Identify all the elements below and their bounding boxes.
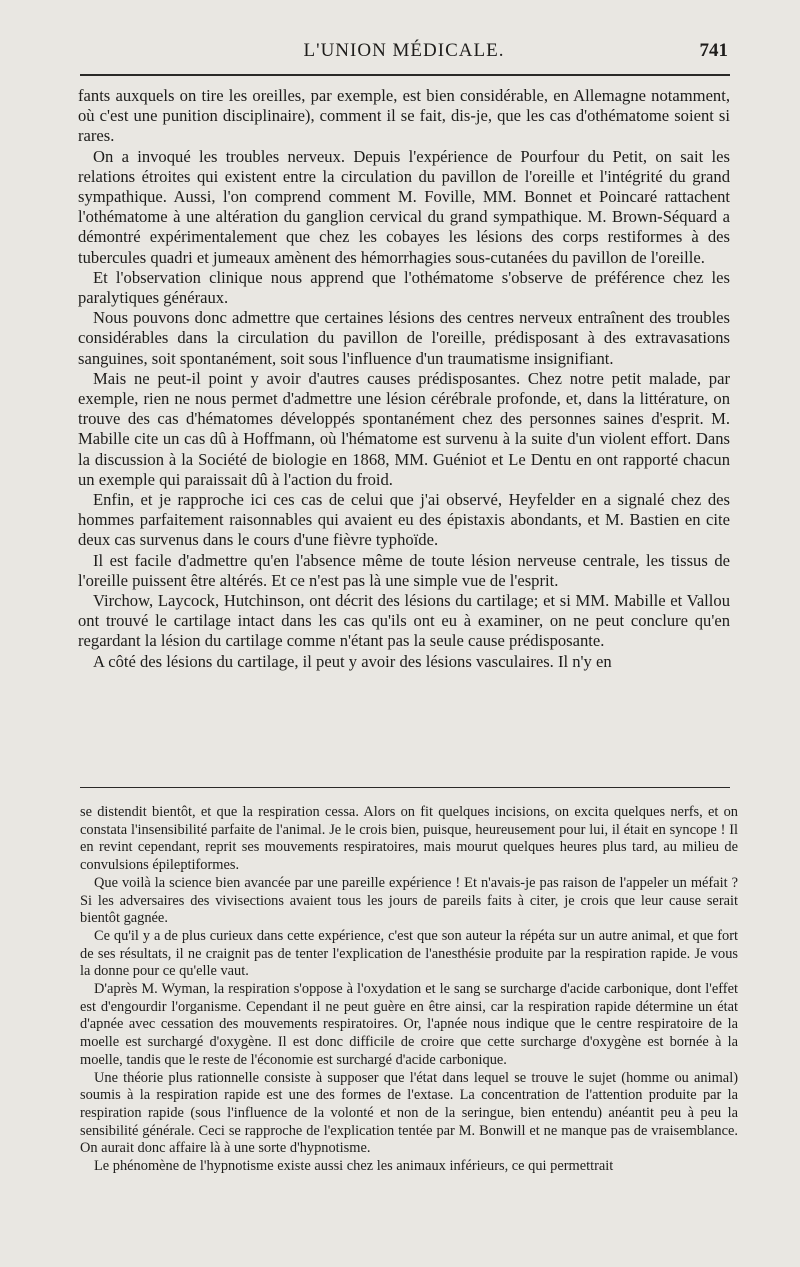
paragraph: Et l'observation clinique nous apprend que l'othématome s'observe de préférence chez les paralytiques généraux. — [78, 267, 730, 308]
footnote-paragraph: D'après M. Wyman, la respiration s'oppose à l'oxydation et le sang se surcharge d'acide carbonique, dont l'effet est d'engourdir l'organisme. Cependant il ne peut guère en être ainsi, car la respiration rapide détermine un état d'apnée avec cessation des mouvements respiratoires. Or, l'apnée nous indique que le centre respiratoire de la moelle est surchargé d'oxygène. Il est donc difficile de croire que cette surcharge d'oxygène est bornée à la moelle, tandis que le reste de l'économie est surchargé d'acide carbonique. — [80, 981, 738, 1068]
footnote-paragraph: Une théorie plus rationnelle consiste à supposer que l'état dans lequel se trouve le sujet (homme ou animal) soumis à la respiration rapide est une des formes de l'extase. La concentration de l'attention produite par la respiration rapide (sous l'influence de la volonté et non de la seringue, bien entendu) anéantit peu à peu la sensibilité générale. Ceci se rapproche de l'explication tentée par M. Bonwill et ne manque pas de vraisemblance. On aurait donc affaire là à une sorte d'hypnotisme. — [80, 1069, 738, 1157]
paragraph: Enfin, et je rapproche ici ces cas de celui que j'ai observé, Heyfelder en a signalé chez des hommes parfaitement raisonnables qui avaient eu des épistaxis abondants, et M. Bastien en cite deux cas survenus dans le cours d'une fièvre typhoïde. — [78, 490, 730, 550]
paragraph: Il est facile d'admettre qu'en l'absence même de toute lésion nerveuse centrale, les tissus de l'oreille puissent être altérés. Et ce n'est pas là une simple vue de l'esprit. — [78, 550, 730, 590]
header-rule — [80, 74, 730, 76]
footnote-paragraph: Ce qu'il y a de plus curieux dans cette expérience, c'est que son auteur la répéta sur un autre animal, et que fort de ses résultats, il ne craignit pas de tenter l'explication de l'anesthésie produite par la respiration rapide. Je vous la donne pour ce qu'elle vaut. — [80, 927, 738, 980]
page-header — [80, 40, 728, 72]
paragraph: Mais ne peut-il point y avoir d'autres causes prédisposantes. Chez notre petit malade, par exemple, rien ne nous permet d'admettre une lésion cérébrale profonde, et, dans la littérature, on trouve des cas d'hématomes développés spontanément chez des personnes saines d'esprit. M. Mabille cite un cas dû à Hoffmann, où l'hématome est survenu à la suite d'un violent effort. Dans la discussion à la Société de biologie en 1868, MM. Guéniot et Le Dentu en ont rapporté chacun un exemple qui paraissait dû à l'action du froid. — [78, 368, 730, 489]
footnote-text — [80, 804, 738, 1176]
footnote-paragraph: se distendit bientôt, et que la respiration cessa. Alors on fit quelques incisions, on excita quelques nerfs, et on constata l'insensibilité parfaite de l'animal. Je le crois bien, puisque, heureusement pour lui, il était en syncope ! Il en revint cependant, reprit ses mouvements respiratoires, mais mourut quelques heures plus tard, au milieu de convulsions épileptiformes. — [80, 804, 738, 874]
page-number: 741 — [699, 40, 728, 61]
footnote-paragraph: Le phénomène de l'hypnotisme existe aussi chez les animaux inférieurs, ce qui permettrait — [94, 1158, 614, 1175]
paragraph: Virchow, Laycock, Hutchinson, ont décrit des lésions du cartilage; et si MM. Mabille et Vallou ont trouvé le cartilage intact dans les cas qu'ils ont eu à examiner, on ne peut conclure qu'en regardant la lésion du cartilage comme n'étant pas la seule cause prédisposante. — [78, 591, 730, 651]
paragraph: On a invoqué les troubles nerveux. Depuis l'expérience de Pourfour du Petit, on sait les relations étroites qui existent entre la circulation du pavillon de l'oreille et l'intégrité du grand sympathique. Aussi, l'on comprend comment M. Foville, MM. Bonnet et Poincaré rattachent l'othématome à une altération du ganglion cervical du grand sympathique. M. Brown-Séquard a démontré expérimentalement que chez les cobayes les lésions des corps restiformes à des tubercules quadri et jumeaux amènent des hémorrhagies sous-cutanées du pavillon de l'oreille. — [78, 146, 730, 267]
paragraph: A côté des lésions du cartilage, il peut y avoir des lésions vasculaires. Il n'y en — [93, 651, 612, 671]
main-text — [78, 86, 730, 672]
footnote-rule — [80, 787, 730, 788]
paragraph: fants auxquels on tire les oreilles, par exemple, est bien considérable, en Allemagne notamment, où c'est une punition disciplinaire), comment il se fait, dis-je, que les cas d'othématome soient si rares. — [78, 86, 730, 146]
paragraph: Nous pouvons donc admettre que certaines lésions des centres nerveux entraînent des troubles considérables dans la circulation du pavillon de l'oreille, prédisposant à des extravasations sanguines, soit spontanément, soit sous l'influence d'un traumatisme insignifiant. — [78, 308, 730, 368]
running-title: L'UNION MÉDICALE. — [303, 40, 505, 61]
footnote-paragraph: Que voilà la science bien avancée par une pareille expérience ! Et n'avais-je pas raison de l'appeler un méfait ? Si les adversaires des vivisections avaient tous les jours de pareils faits à citer, je crois que leur cause serait bientôt gagnée. — [80, 874, 738, 927]
